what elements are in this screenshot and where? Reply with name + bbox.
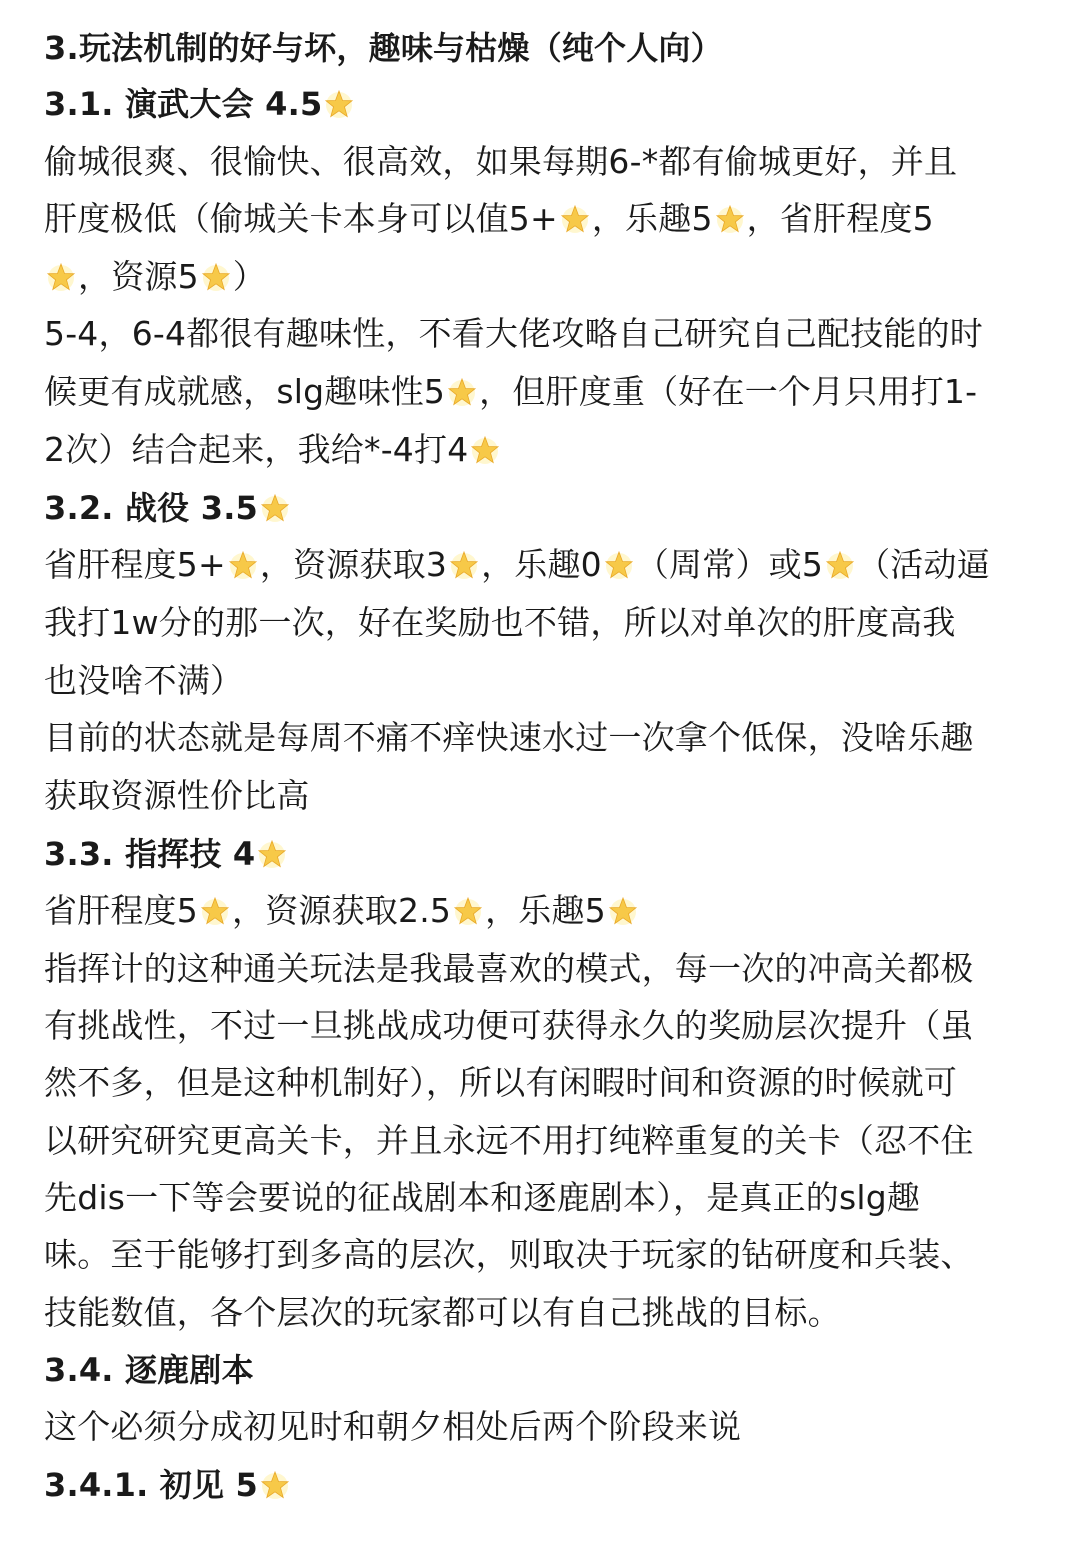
glowing-star-icon bbox=[227, 549, 259, 581]
line-text: （周常）或5 bbox=[635, 545, 824, 584]
body-line bbox=[44, 768, 1040, 824]
line-text: 也没啥不满） bbox=[44, 661, 244, 700]
line-text: 然不多，但是这种机制好），所以有闲暇时间和资源的时候就可 bbox=[44, 1063, 958, 1102]
body-line bbox=[44, 1170, 1040, 1226]
line-text: ，但肝度重（好在一个月只用打1- bbox=[479, 372, 978, 411]
section-heading bbox=[44, 76, 1040, 132]
body-line bbox=[44, 1113, 1040, 1169]
body-line bbox=[44, 422, 1040, 478]
section-heading bbox=[44, 20, 1040, 76]
glowing-star-icon bbox=[603, 549, 635, 581]
glowing-star-icon bbox=[446, 376, 478, 408]
line-text: 目前的状态就是每周不痛不痒快速水过一次拿个低保，没啥乐趣 bbox=[44, 718, 974, 757]
section-heading bbox=[44, 1342, 1040, 1398]
line-text: ，资源5 bbox=[78, 257, 199, 296]
line-text: 3.4. 逐鹿剧本 bbox=[44, 1351, 254, 1389]
body-line bbox=[44, 653, 1040, 709]
body-line bbox=[44, 710, 1040, 766]
line-text: 肝度极低（偷城关卡本身可以值5+ bbox=[44, 199, 558, 238]
line-text: ，乐趣5 bbox=[591, 199, 713, 238]
line-text: 3.2. 战役 3.5 bbox=[44, 489, 259, 527]
body-line bbox=[44, 306, 1040, 362]
line-text: 这个必须分成初见时和朝夕相处后两个阶段来说 bbox=[44, 1407, 742, 1446]
body-line bbox=[44, 595, 1040, 651]
body-line bbox=[44, 1055, 1040, 1111]
line-text: ，省肝程度5 bbox=[746, 199, 934, 238]
body-line bbox=[44, 998, 1040, 1054]
line-text: 先dis一下等会要说的征战剧本和逐鹿剧本），是真正的slg趣 bbox=[44, 1178, 921, 1217]
glowing-star-icon bbox=[824, 549, 856, 581]
line-text: ，乐趣5 bbox=[485, 891, 606, 930]
body-line bbox=[44, 134, 1040, 190]
glowing-star-icon bbox=[200, 261, 232, 293]
line-text: 3.4.1. 初见 5 bbox=[44, 1466, 259, 1504]
line-text: 5-4，6-4都很有趣味性，不看大佬攻略自己研究自己配技能的时 bbox=[44, 314, 983, 353]
body-line bbox=[44, 537, 1040, 593]
line-text: 有挑战性，不过一旦挑战成功便可获得永久的奖励层次提升（虽 bbox=[44, 1006, 974, 1045]
body-line bbox=[44, 191, 1040, 247]
line-text: 我打1w分的那一次，好在奖励也不错，所以对单次的肝度高我 bbox=[44, 603, 956, 642]
glowing-star-icon bbox=[259, 1469, 291, 1501]
body-line bbox=[44, 883, 1040, 939]
body-line bbox=[44, 249, 1040, 305]
line-text: 获取资源性价比高 bbox=[44, 776, 310, 815]
line-text: 3.3. 指挥技 4 bbox=[44, 835, 256, 873]
line-text: 3.玩法机制的好与坏，趣味与枯燥（纯个人向） bbox=[44, 29, 723, 67]
body-line bbox=[44, 941, 1040, 997]
glowing-star-icon bbox=[469, 434, 501, 466]
line-text: ，资源获取2.5 bbox=[232, 891, 452, 930]
glowing-star-icon bbox=[259, 492, 291, 524]
line-text: 味。至于能够打到多高的层次，则取决于玩家的钻研度和兵装、 bbox=[44, 1235, 974, 1274]
line-text: ） bbox=[232, 257, 266, 296]
line-text: 省肝程度5 bbox=[44, 891, 198, 930]
line-text: ，乐趣0 bbox=[481, 545, 602, 584]
line-text: 3.1. 演武大会 4.5 bbox=[44, 85, 323, 123]
glowing-star-icon bbox=[256, 838, 288, 870]
section-heading bbox=[44, 1457, 1040, 1513]
line-text: 偷城很爽、很愉快、很高效，如果每期6-*都有偷城更好，并且 bbox=[44, 142, 958, 181]
line-text: 技能数值，各个层次的玩家都可以有自己挑战的目标。 bbox=[44, 1293, 841, 1332]
line-text: 以研究研究更高关卡，并且永远不用打纯粹重复的关卡（忍不住 bbox=[44, 1121, 974, 1160]
glowing-star-icon bbox=[607, 895, 639, 927]
body-line bbox=[44, 364, 1040, 420]
glowing-star-icon bbox=[448, 549, 480, 581]
line-text: 省肝程度5+ bbox=[44, 545, 226, 584]
glowing-star-icon bbox=[559, 203, 591, 235]
glowing-star-icon bbox=[45, 261, 77, 293]
body-line bbox=[44, 1227, 1040, 1283]
body-line bbox=[44, 1399, 1040, 1455]
section-heading bbox=[44, 826, 1040, 882]
glowing-star-icon bbox=[452, 895, 484, 927]
section-heading bbox=[44, 480, 1040, 536]
line-text: （活动逼 bbox=[857, 545, 990, 584]
glowing-star-icon bbox=[714, 203, 746, 235]
glowing-star-icon bbox=[199, 895, 231, 927]
glowing-star-icon bbox=[323, 88, 355, 120]
line-text: 指挥计的这种通关玩法是我最喜欢的模式，每一次的冲高关都极 bbox=[44, 949, 974, 988]
line-text: 2次）结合起来，我给*-4打4 bbox=[44, 430, 469, 469]
line-text: ，资源获取3 bbox=[259, 545, 448, 584]
line-text: 候更有成就感，slg趣味性5 bbox=[44, 372, 446, 411]
body-line bbox=[44, 1285, 1040, 1341]
